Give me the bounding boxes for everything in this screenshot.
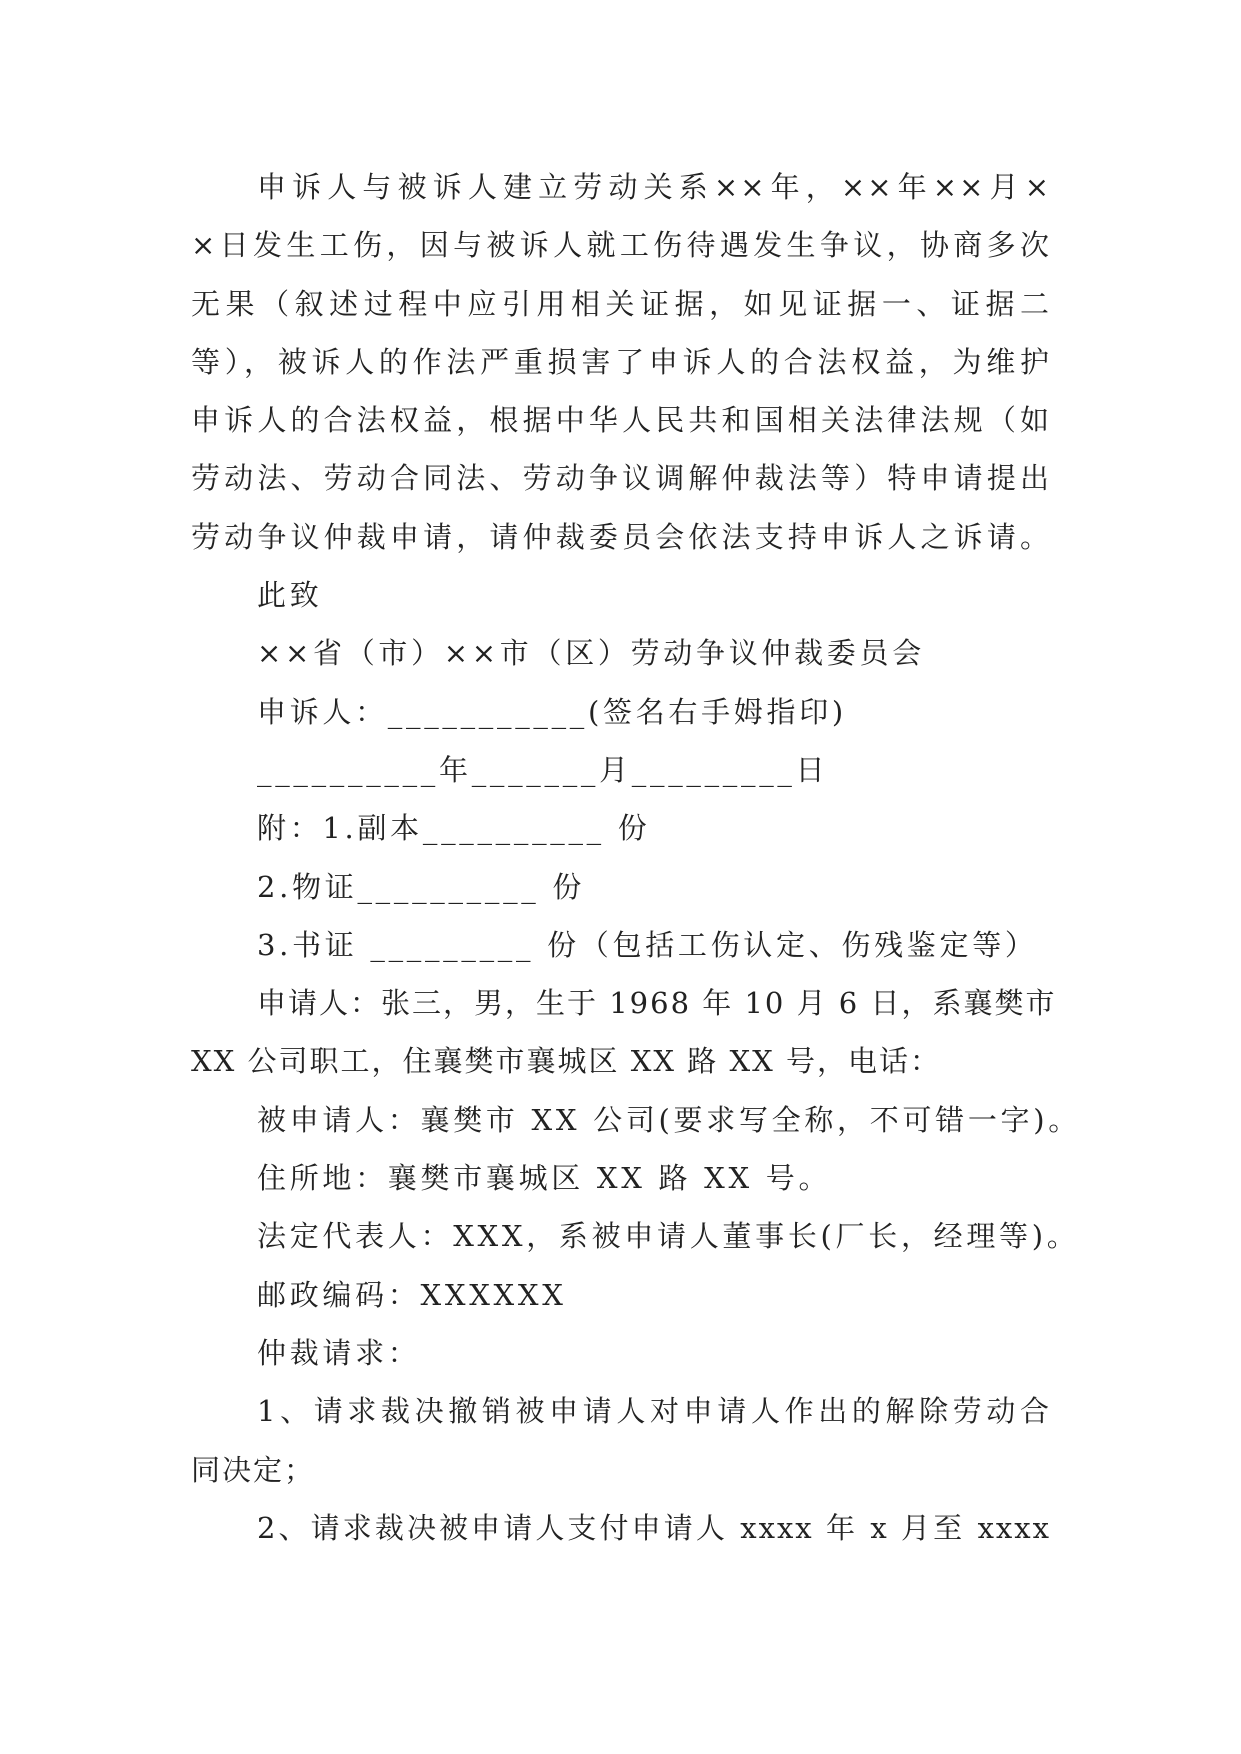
paragraph-line: 劳动争议仲裁申请，请仲裁委员会依法支持申诉人之诉请。	[191, 519, 1051, 554]
claim-line: 1、请求裁决撤销被申请人对申请人作出的解除劳动合	[257, 1394, 1051, 1429]
paragraph-line: 申诉人与被诉人建立劳动关系××年，××年××月×	[257, 170, 1051, 204]
salutation: 此致	[257, 578, 323, 613]
complaint-paragraph	[191, 158, 1051, 566]
committee-name: ××省（市）××市（区）劳动争议仲裁委员会	[257, 636, 925, 671]
signature-line: 申诉人：___________(签名右手姆指印)	[257, 694, 847, 729]
applicant-line: XX 公司职工，住襄樊市襄城区 XX 路 XX 号，电话：	[191, 1044, 941, 1079]
paragraph-line: 无果（叙述过程中应引用相关证据，如见证据一、证据二	[191, 286, 1051, 321]
attachment-item: 2.物证__________ 份	[257, 869, 586, 904]
document-page	[191, 158, 1081, 1557]
paragraph-line: 申诉人的合法权益，根据中华人民共和国相关法律法规（如	[191, 403, 1051, 438]
applicant-paragraph	[191, 974, 1057, 1091]
date-line: __________年_______月_________日	[257, 752, 829, 787]
claim-line: 同决定；	[191, 1452, 316, 1487]
attachments-list	[191, 799, 1051, 974]
paragraph-line: 等），被诉人的作法严重损害了申诉人的合法权益，为维护	[191, 344, 1051, 379]
applicant-line: 申请人：张三，男，生于 1968 年 10 月 6 日，系襄樊市	[257, 986, 1057, 1021]
claims-heading: 仲裁请求：	[257, 1335, 421, 1370]
postcode-line: 邮政编码：XXXXXX	[257, 1277, 567, 1312]
legal-representative-line: 法定代表人：XXX，系被申请人董事长(厂长，经理等)。	[257, 1219, 1080, 1254]
address-line: 住所地：襄樊市襄城区 XX 路 XX 号。	[257, 1161, 832, 1196]
claim-item-1	[191, 1382, 1051, 1499]
attachment-item: 3.书证 _________ 份（包括工伤认定、伤残鉴定等）	[257, 927, 1038, 962]
paragraph-line: 劳动法、劳动合同法、劳动争议调解仲裁法等）特申请提出	[191, 461, 1051, 496]
claim-item-2: 2、请求裁决被申请人支付申请人 xxxx 年 x 月至 xxxx	[257, 1510, 1051, 1545]
respondent-line: 被申请人：襄樊市 XX 公司(要求写全称，不可错一字)。	[257, 1102, 1081, 1137]
paragraph-line: ×日发生工伤，因与被诉人就工伤待遇发生争议，协商多次	[191, 228, 1051, 263]
attachment-item: 附：1.副本__________ 份	[257, 811, 651, 846]
